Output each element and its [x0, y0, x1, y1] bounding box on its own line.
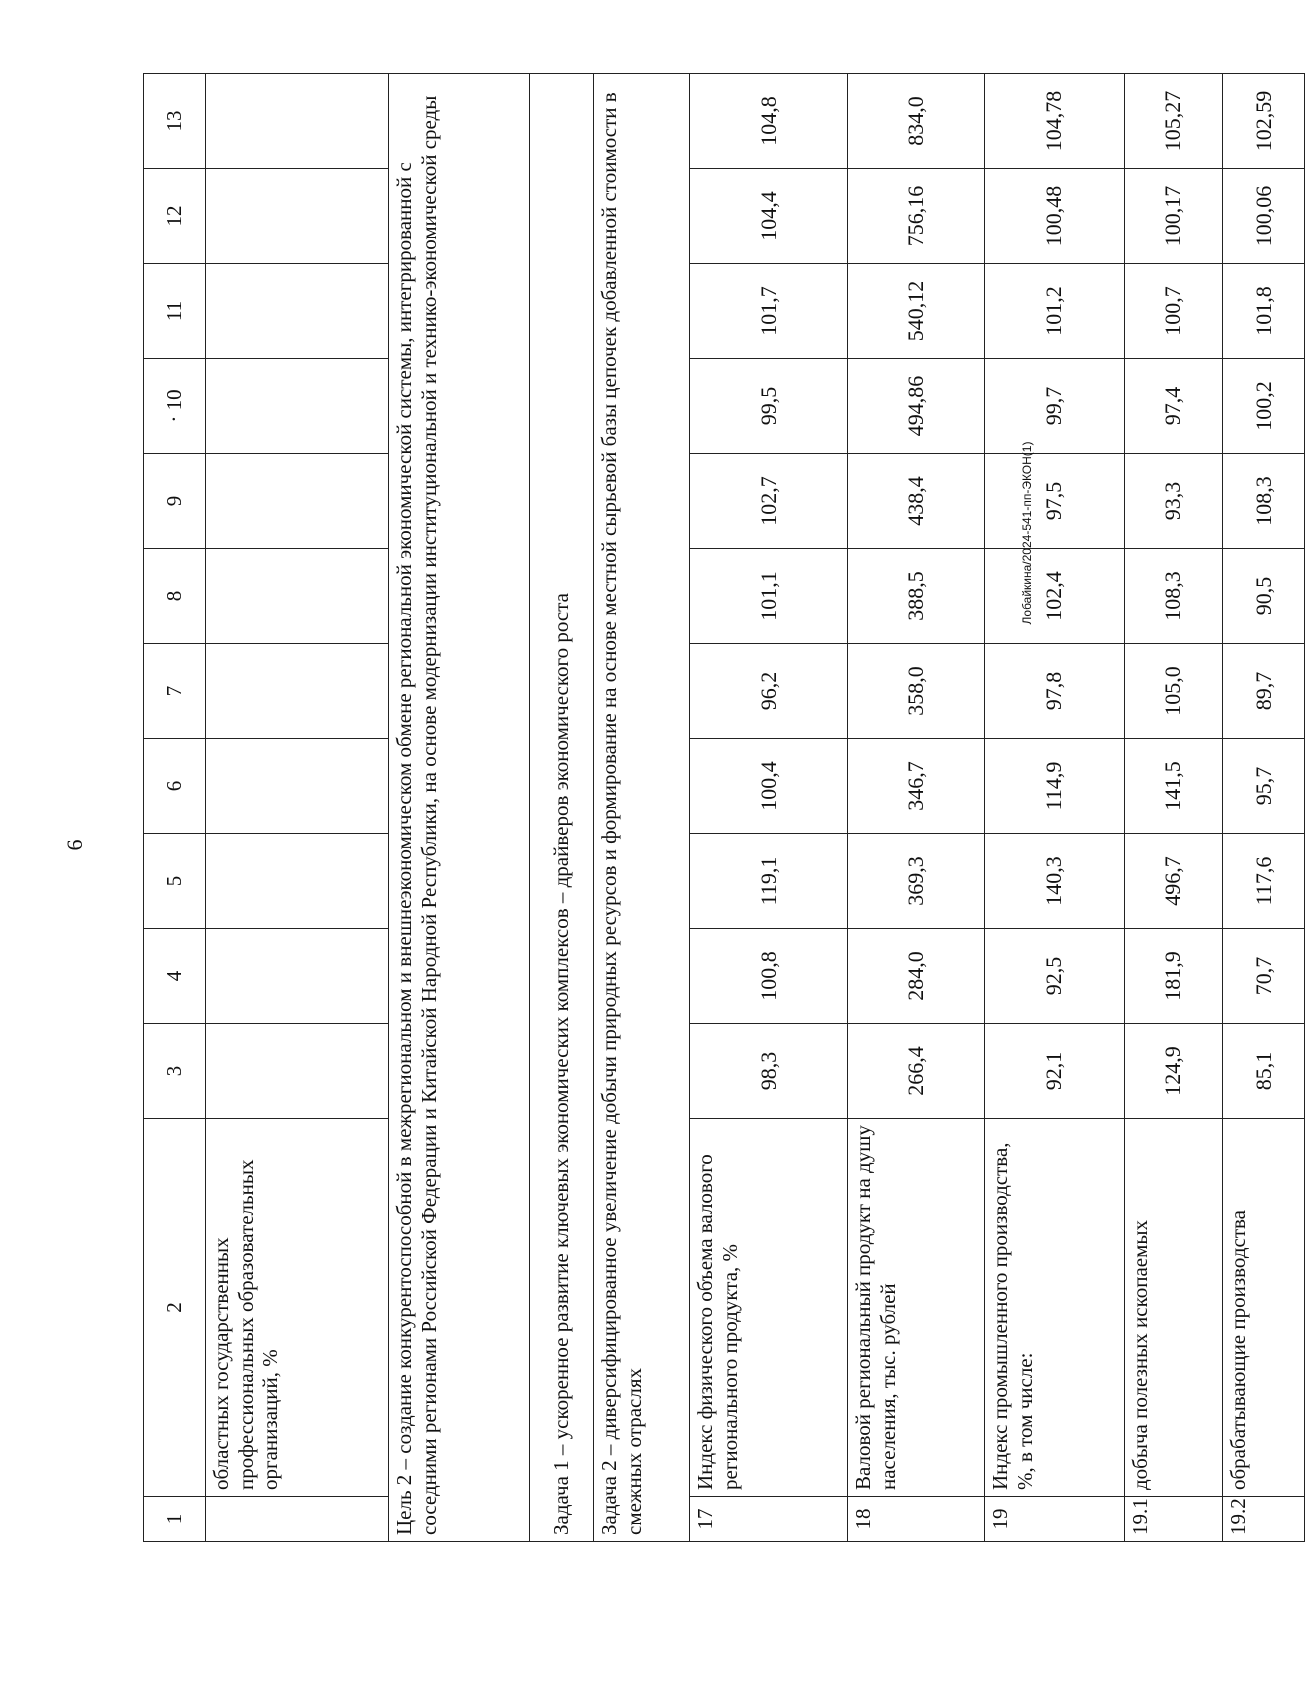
- value-cell: 141,5: [1124, 739, 1223, 834]
- indicator-name-cell: обрабатывающие производства: [1223, 1119, 1305, 1497]
- row-number-cell: 19: [985, 1497, 1125, 1542]
- table-row: [205, 74, 388, 1542]
- value-cell: 114,9: [985, 739, 1125, 834]
- header-cell: 1: [144, 1497, 206, 1542]
- value-cell: 101,7: [690, 264, 848, 359]
- header-cell: 9: [144, 454, 206, 549]
- value-cell: 101,2: [985, 264, 1125, 359]
- value-cell: 494,86: [848, 359, 985, 454]
- value-cell: 100,06: [1223, 169, 1305, 264]
- value-cell: 388,5: [848, 549, 985, 644]
- value-cell: 108,3: [1223, 454, 1305, 549]
- table-row: [1223, 74, 1305, 1542]
- value-cell: [205, 834, 388, 929]
- value-cell: 96,2: [690, 644, 848, 739]
- indicators-table: [143, 73, 1305, 1542]
- header-cell: 11: [144, 264, 206, 359]
- row-number-cell: [205, 1497, 388, 1542]
- rotated-table-block: [143, 74, 1305, 1542]
- indicator-name-cell: Валовой региональный продукт на душу населения, тыс. рублей: [848, 1119, 985, 1497]
- header-cell: 8: [144, 549, 206, 644]
- task-text: Задача 2 – диверсифицированное увеличение добычи природных ресурсов и формирование на основе местной сырьевой базы цепочек добавленной стоимости в смежных отраслях: [594, 74, 690, 1542]
- page-number: 6: [62, 839, 87, 851]
- value-cell: 100,8: [690, 929, 848, 1024]
- value-cell: [205, 454, 388, 549]
- header-cell: 7: [144, 644, 206, 739]
- header-cell: 6: [144, 739, 206, 834]
- value-cell: 140,3: [985, 834, 1125, 929]
- value-cell: 496,7: [1124, 834, 1223, 929]
- value-cell: [205, 1024, 388, 1119]
- row-number-cell: 18: [848, 1497, 985, 1542]
- value-cell: 358,0: [848, 644, 985, 739]
- value-cell: 95,7: [1223, 739, 1305, 834]
- value-cell: 346,7: [848, 739, 985, 834]
- task-row: [529, 74, 594, 1542]
- value-cell: 101,1: [690, 549, 848, 644]
- value-cell: [205, 264, 388, 359]
- value-cell: 92,5: [985, 929, 1125, 1024]
- value-cell: 284,0: [848, 929, 985, 1024]
- value-cell: 104,78: [985, 74, 1125, 169]
- value-cell: 104,8: [690, 74, 848, 169]
- value-cell: 438,4: [848, 454, 985, 549]
- value-cell: 99,5: [690, 359, 848, 454]
- value-cell: 99,7: [985, 359, 1125, 454]
- header-cell: 2: [144, 1119, 206, 1497]
- value-cell: 100,4: [690, 739, 848, 834]
- table-row: [985, 74, 1125, 1542]
- document-footer-code: Лобайкина/2024-541-пп-ЭКОН(1): [1020, 441, 1034, 625]
- header-cell: · 10: [144, 359, 206, 454]
- value-cell: 105,27: [1124, 74, 1223, 169]
- value-cell: 89,7: [1223, 644, 1305, 739]
- row-number-cell: 19.1: [1124, 1497, 1223, 1542]
- value-cell: 93,3: [1124, 454, 1223, 549]
- value-cell: [205, 549, 388, 644]
- value-cell: 97,8: [985, 644, 1125, 739]
- value-cell: 102,59: [1223, 74, 1305, 169]
- value-cell: 756,16: [848, 169, 985, 264]
- value-cell: 101,8: [1223, 264, 1305, 359]
- value-cell: 108,3: [1124, 549, 1223, 644]
- goal-text: Цель 2 – создание конкурентоспособной в межрегиональном и внешнеэкономическом обмене региональной экономической системы, интегрированной с соседними регионами Российской Федерации и Китайской Народной Республики, на основе модернизации институциональной и технико-экономической среды: [388, 74, 529, 1542]
- value-cell: 540,12: [848, 264, 985, 359]
- value-cell: [205, 644, 388, 739]
- value-cell: 369,3: [848, 834, 985, 929]
- value-cell: 70,7: [1223, 929, 1305, 1024]
- indicator-name-cell: Индекс промышленного производства, %, в том числе:: [985, 1119, 1125, 1497]
- value-cell: 90,5: [1223, 549, 1305, 644]
- row-number-cell: 19.2: [1223, 1497, 1305, 1542]
- value-cell: 266,4: [848, 1024, 985, 1119]
- value-cell: 97,5: [985, 454, 1125, 549]
- value-cell: 102,4: [985, 549, 1125, 644]
- indicator-name-cell: Индекс физического объема валового регионального продукта, %: [690, 1119, 848, 1497]
- header-row: [144, 74, 206, 1542]
- value-cell: 834,0: [848, 74, 985, 169]
- value-cell: 119,1: [690, 834, 848, 929]
- header-cell: 5: [144, 834, 206, 929]
- value-cell: 104,4: [690, 169, 848, 264]
- value-cell: 124,9: [1124, 1024, 1223, 1119]
- value-cell: 100,17: [1124, 169, 1223, 264]
- value-cell: 181,9: [1124, 929, 1223, 1024]
- header-cell: 12: [144, 169, 206, 264]
- value-cell: 100,7: [1124, 264, 1223, 359]
- value-cell: [205, 929, 388, 1024]
- value-cell: 100,48: [985, 169, 1125, 264]
- goal-row: [388, 74, 529, 1542]
- table-row: [848, 74, 985, 1542]
- task-row: [594, 74, 690, 1542]
- value-cell: 92,1: [985, 1024, 1125, 1119]
- value-cell: 97,4: [1124, 359, 1223, 454]
- value-cell: 105,0: [1124, 644, 1223, 739]
- value-cell: 102,7: [690, 454, 848, 549]
- value-cell: [205, 359, 388, 454]
- header-cell: 4: [144, 929, 206, 1024]
- indicator-name-cell: добыча полезных ископаемых: [1124, 1119, 1223, 1497]
- value-cell: 117,6: [1223, 834, 1305, 929]
- task-text: Задача 1 – ускоренное развитие ключевых экономических комплексов – драйверов экономического роста: [529, 74, 594, 1542]
- value-cell: 100,2: [1223, 359, 1305, 454]
- value-cell: 85,1: [1223, 1024, 1305, 1119]
- value-cell: [205, 739, 388, 834]
- header-cell: 13: [144, 74, 206, 169]
- value-cell: 98,3: [690, 1024, 848, 1119]
- value-cell: [205, 74, 388, 169]
- value-cell: [205, 169, 388, 264]
- indicator-name-cell: областных государственных профессиональных образовательных организаций, %: [205, 1119, 388, 1497]
- table-row: [1124, 74, 1223, 1542]
- table-row: [690, 74, 848, 1542]
- row-number-cell: 17: [690, 1497, 848, 1542]
- header-cell: 3: [144, 1024, 206, 1119]
